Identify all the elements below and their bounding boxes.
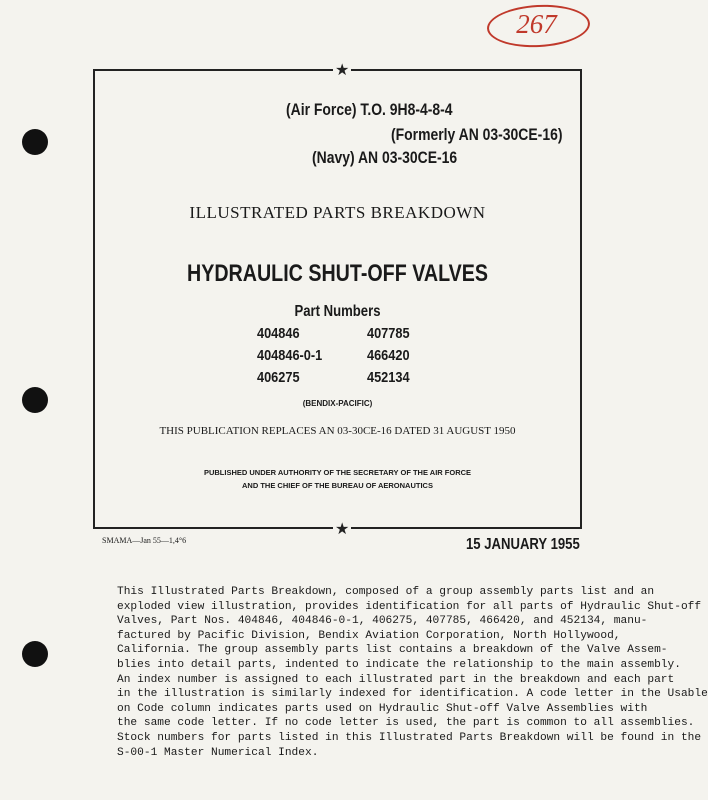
- star-icon-top: ★: [335, 62, 350, 79]
- part-number-left-3: 406275: [257, 369, 300, 386]
- former-designation: (Formerly AN 03-30CE-16): [391, 125, 563, 144]
- intro-line: factured by Pacific Division, Bendix Aviation Corporation, North Hollywood,: [117, 629, 621, 642]
- part-number-right-2: 466420: [367, 347, 410, 364]
- binder-hole-middle: [22, 387, 48, 413]
- intro-line: Valves, Part Nos. 404846, 404846-0-1, 406275, 407785, 466420, and 452134, manu-: [117, 615, 648, 628]
- intro-line: An index number is assigned to each illustrated part in the breakdown and each part: [117, 673, 675, 686]
- intro-line: California. The group assembly parts list contains a breakdown of the Valve Assem-: [117, 644, 668, 657]
- document-type: ILLUSTRATED PARTS BREAKDOWN: [189, 203, 486, 222]
- part-number-right-3: 452134: [367, 369, 410, 386]
- part-number-left-1: 404846: [257, 325, 300, 342]
- intro-line: exploded view illustration, provides identification for all parts of Hydraulic Shut-off: [117, 600, 702, 613]
- intro-line: blies into detail parts, indented to indicate the relationship to the main assembly.: [117, 658, 681, 671]
- intro-line: Stock numbers for parts listed in this Illustrated Parts Breakdown will be found in the: [117, 731, 702, 744]
- intro-line: on Code column indicates parts used on Hydraulic Shut-off Valve Assemblies with: [117, 702, 648, 715]
- manufacturer-note: (BENDIX-PACIFIC): [302, 399, 373, 408]
- authority-line-2: AND THE CHIEF OF THE BUREAU OF AERONAUTICS: [242, 481, 433, 490]
- intro-paragraph: [117, 585, 708, 760]
- replaces-notice: THIS PUBLICATION REPLACES AN 03-30CE-16 DATED 31 AUGUST 1950: [159, 425, 516, 437]
- intro-line: S-00-1 Master Numerical Index.: [117, 746, 319, 759]
- intro-line: This Illustrated Parts Breakdown, composed of a group assembly parts list and an: [117, 586, 655, 598]
- intro-line: the same code letter. If no code letter is used, the part is common to all assemblies.: [117, 717, 695, 730]
- authority-line-1: PUBLISHED UNDER AUTHORITY OF THE SECRETARY OF THE AIR FORCE: [203, 468, 472, 477]
- binder-hole-bottom: [22, 641, 48, 667]
- intro-line: in the illustration is similarly indexed for identification. A code letter in the Usable: [117, 688, 708, 701]
- document-title: HYDRAULIC SHUT-OFF VALVES: [186, 260, 489, 287]
- page-number-handwritten: 267: [516, 9, 557, 39]
- navy-designation: (Navy) AN 03-30CE-16: [312, 148, 458, 167]
- star-icon-bottom: ★: [335, 521, 350, 538]
- part-number-right-1: 407785: [367, 325, 410, 342]
- part-number-left-2: 404846-0-1: [257, 347, 323, 364]
- binder-hole-top: [22, 129, 48, 155]
- publication-date: 15 JANUARY 1955: [466, 536, 580, 553]
- print-code: SMAMA—Jan 55—1,4°6: [102, 536, 187, 545]
- air-force-designation: (Air Force) T.O. 9H8-4-8-4: [286, 100, 453, 119]
- part-numbers-heading: Part Numbers: [294, 303, 381, 320]
